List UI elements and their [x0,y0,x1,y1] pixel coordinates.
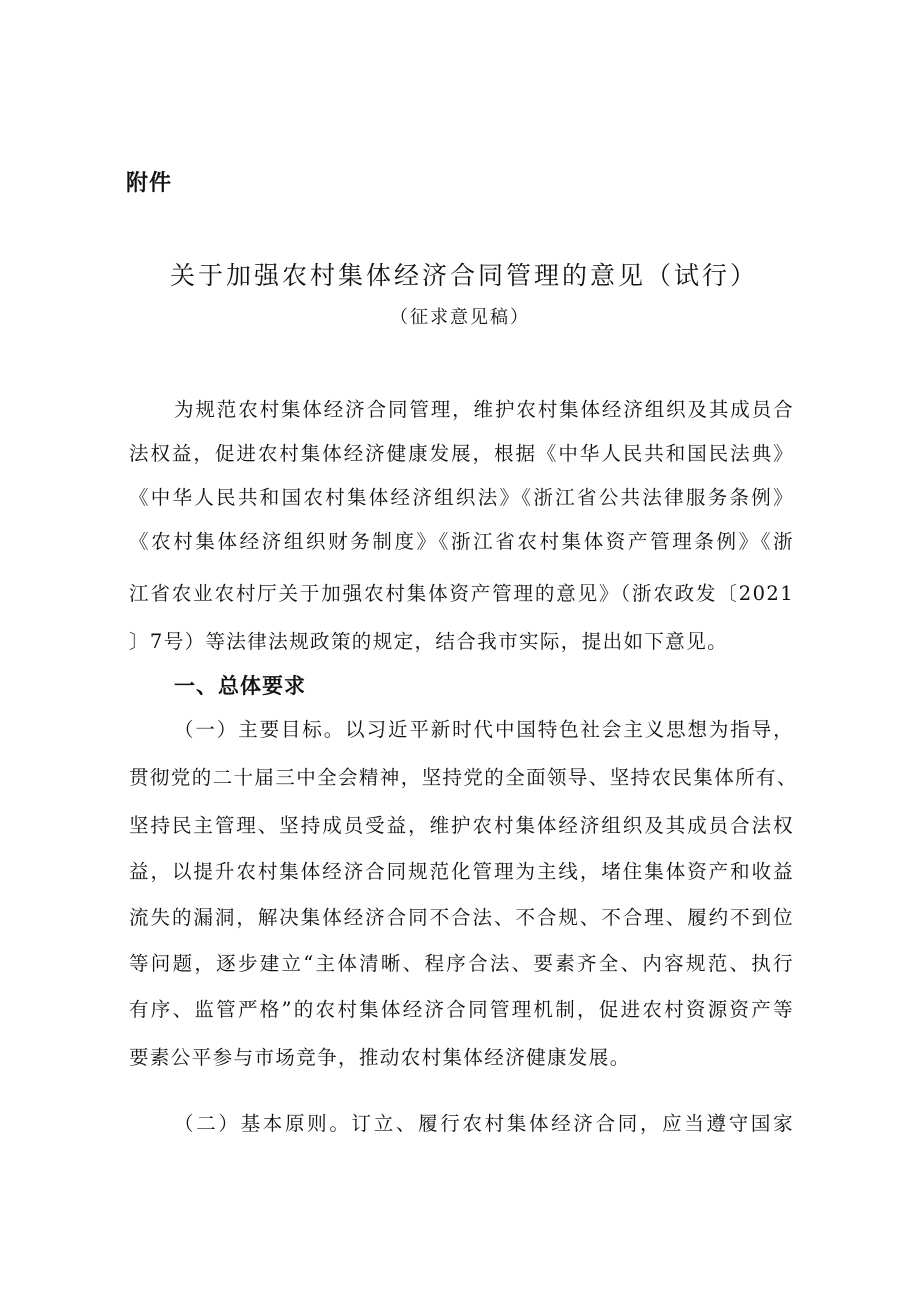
paragraph-line: 等问题，逐步建立“主体清晰、程序合法、要素齐全、内容规范、执行 [129,952,794,975]
document-title: 关于加强农村集体经济合同管理的意见（试行） [169,261,758,290]
paragraph-line: 流失的漏洞，解决集体经济合同不合法、不合规、不合理、履约不到位 [129,906,794,929]
paragraph-line: 要素公平参与市场竞争，推动农村集体经济健康发展。 [129,1046,631,1069]
intro-line: 《中华人民共和国农村集体经济组织法》《浙江省公共法律服务条例》 [129,486,794,509]
paragraph-line: 坚持民主管理、坚持成员受益，维护农村集体经济组织及其成员合法权 [129,814,794,837]
section-heading: 一、总体要求 [174,674,306,698]
paragraph-line: （一）主要目标。以习近平新时代中国特色社会主义思想为指导， [174,718,794,741]
intro-line: 江省农业农村厅关于加强农村集体资产管理的意见》（浙农政发〔2021 [129,582,794,605]
intro-line: 为规范农村集体经济合同管理，维护农村集体经济组织及其成员合 [174,398,794,421]
paragraph-line: 贯彻党的二十届三中全会精神，坚持党的全面领导、坚持农民集体所有、 [129,766,798,789]
intro-line: 《农村集体经济组织财务制度》《浙江省农村集体资产管理条例》《浙 [129,530,794,553]
attachment-label: 附件 [126,171,173,196]
paragraph-line: 益，以提升农村集体经济合同规范化管理为主线，堵住集体资产和收益 [129,860,794,883]
intro-line: 〕7号）等法律法规政策的规定，结合我市实际，提出如下意见。 [129,630,729,653]
intro-line: 法权益，促进农村集体经济健康发展，根据《中华人民共和国民法典》 [129,442,794,465]
document-subtitle: （征求意见稿） [390,307,530,328]
paragraph-line: 有序、监管严格”的农村集体经济合同管理机制，促进农村资源资产等 [129,998,794,1021]
paragraph-line: （二）基本原则。订立、履行农村集体经济合同，应当遵守国家 [174,1112,794,1135]
